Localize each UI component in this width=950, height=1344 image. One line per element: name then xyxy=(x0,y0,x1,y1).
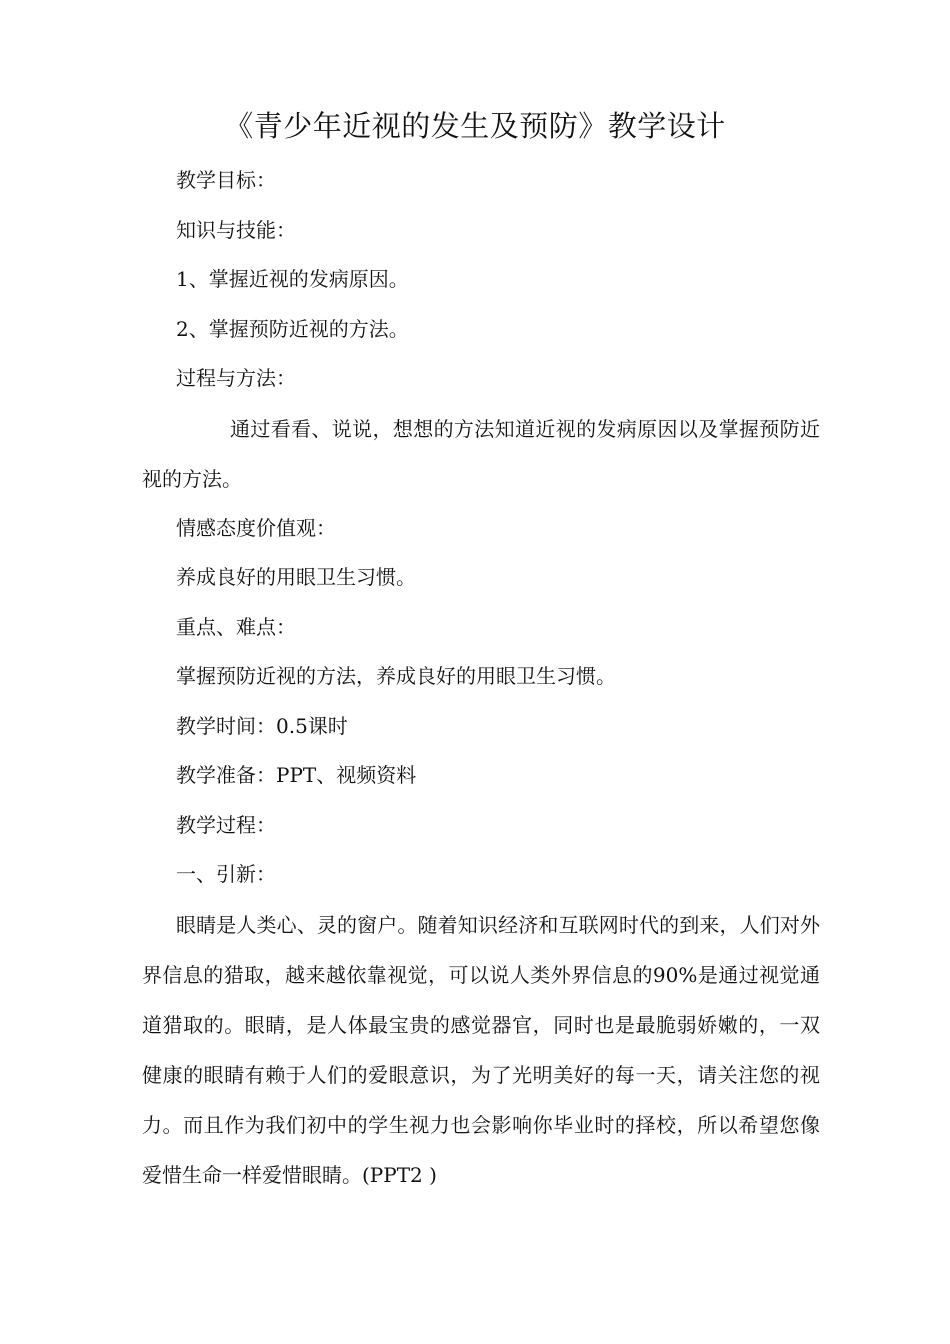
paragraph-section-intro: 一、引新： xyxy=(176,862,276,886)
document-body xyxy=(142,156,820,1200)
paragraph-intro-body: 眼睛是人类心、灵的窗户。随着知识经济和互联网时代的到来，人们对外界信息的猎取，越来越依靠视觉，可以说人类外界信息的90%是通过视觉通道猎取的。眼睛，是人体最宝贵的感觉器官，同时也是最脆弱娇嫩的，一双健康的眼睛有赖于人们的爱眼意识，为了光明美好的每一天，请关注您的视力。而且作为我们初中的学生视力也会影响你毕业时的择校，所以希望您像爱惜生命一样爱惜眼睛。(PPT2 ) xyxy=(142,912,820,1187)
paragraph-emotion-values: 情感态度价值观： xyxy=(176,515,336,540)
paragraph-key-points-detail: 掌握预防近视的方法，养成良好的用眼卫生习惯。 xyxy=(176,664,616,688)
paragraph-process-method: 过程与方法： xyxy=(176,366,296,390)
paragraph-teaching-prep: 教学准备：PPT、视频资料 xyxy=(176,763,417,787)
paragraph-item-1: 1、掌握近视的发病原因。 xyxy=(176,267,409,291)
paragraph-process-detail: 通过看看、说说，想想的方法知道近视的发病原因以及掌握预防近视的方法。 xyxy=(142,416,820,491)
paragraph-habit: 养成良好的用眼卫生习惯。 xyxy=(176,565,416,589)
paragraph-teaching-process: 教学过程： xyxy=(176,812,276,837)
paragraph-knowledge-skills: 知识与技能： xyxy=(176,217,296,242)
document-title: 《青少年近视的发生及预防》教学设计 xyxy=(224,109,726,143)
paragraph-key-points: 重点、难点： xyxy=(176,614,296,639)
paragraph-teaching-time: 教学时间：0.5课时 xyxy=(176,713,348,738)
paragraph-item-2: 2、掌握预防近视的方法。 xyxy=(176,316,409,341)
paragraph-teaching-goals: 教学目标： xyxy=(176,168,276,192)
